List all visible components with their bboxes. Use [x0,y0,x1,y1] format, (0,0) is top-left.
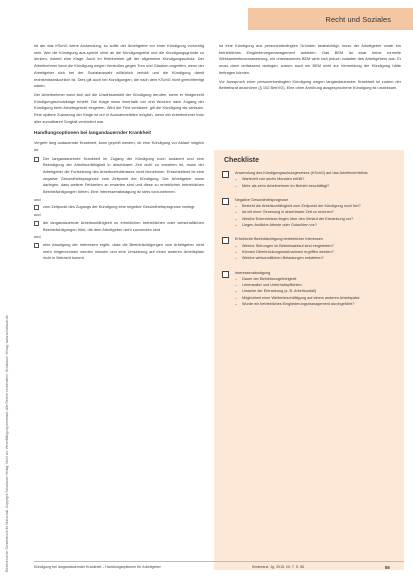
checklist-subitem: – Wartezeit von sechs Monaten erfüllt? [235,177,305,182]
checklist-item [214,197,404,228]
und-label: und [34,212,41,218]
footer-article-title: Kündigung bei langandauernder Krankheit – Handlungsoptionen für Arbeitgeber [34,565,161,569]
right-column [219,43,401,94]
dash-icon: – [235,249,238,254]
intro-text: Vergeht lang andauernde Krankheit, kann geprüft werden, ob eine Kündigung vor Ablauf möglich ist: [34,140,204,152]
checkbox-icon[interactable] [222,198,229,205]
dash-icon: – [235,243,238,248]
condition-item: eine Abwägung der Interessen ergibt, dass die Beeinträchtigungen vom Arbeitgeber nicht mehr hingenommen werden müssen und eine Umsetzung auf einen anderen Arbeitsplatz nicht in Betracht kommt. [34,242,204,262]
dash-icon: – [235,276,238,281]
checklist-subitem: – Ursache der Erkrankung (z. B. Arbeitsunfall) [235,289,317,294]
dash-icon: – [235,223,238,228]
dash-icon: – [235,204,238,209]
left-column [34,43,204,263]
paragraph: Vor Ausspruch einer personenbedingten Kündigung wegen langandauernder Krankheit ist zudem der Betriebsrat anzuhören (§ 102 BetrVG). Eine ohne Anhörung ausgesprochene Kündigung ist unwirksam. [219,78,401,91]
checkbox-icon[interactable] [222,237,229,244]
footer-divider [34,561,404,562]
dash-icon: – [235,256,238,261]
footer-citation: Kinderarzt. Jg. 2015, Nr. 7, S. 56 [252,565,305,569]
checklist-item [214,170,404,189]
paragraph: Der Arbeitnehmer kann sich auf die Unwirksamkeit der Kündigung berufen, wenn er fristgerecht Kündigungsschutzklage erhebt. Die Klage muss innerhalb von drei Wochen nach Zugang der Kündigung beim Arbeitsgericht eingehen. Wird die Frist versäumt, gilt die Kündigung als wirksam. Eine spätere Zulassung der Klage ist nur in Ausnahmefällen möglich, wenn der Arbeitnehmer trotz aller zumutbaren Sorgfalt verhindert war. [34,91,204,124]
paragraph: Ist eine Kündigung aus personenbedingten Gründen beabsichtigt, muss der Arbeitgeber vorab ein betriebliches Eingliederungsmanagement anbieten. Das BEM ist zwar keine formelle Wirksamkeitsvoraussetzung, ein unterlassenes BEM wirkt sich jedoch zulasten des Arbeitgebers aus. Er muss dann umfassend darlegen, warum auch ein BEM nicht zur Vermeidung der Kündigung hätte beitragen können. [219,43,401,75]
checklist-item-text: Erhebliche Beeinträchtigung betrieblicher Interessen [235,237,324,242]
dash-icon: – [235,183,238,188]
checklist-subitem: – Besteht die Arbeitsunfähigkeit zum Zeitpunkt der Kündigung noch fort? [235,204,361,209]
und-label: und [34,196,41,202]
checklist-subitem: – Können Überbrückungsmaßnahmen ergriffen werden? [235,249,334,254]
checklist-item [214,270,404,308]
dash-icon: – [235,177,238,182]
checkbox-icon [34,205,39,210]
checklist-item [214,236,404,261]
page-number: 55 [385,565,390,570]
condition-item: die langandauernde Arbeitsunfähigkeit zu erheblichen betrieblichen oder wirtschaftlichen Beeinträchtigungen führt, die dem Arbeitgeber nicht zuzumuten sind [34,220,204,233]
checklist-subitem: – Welche wirtschaftlichen Belastungen entstehen? [235,256,324,261]
checklist-subitem: – Ist mit einer Genesung in absehbarer Zeit zu rechnen? [235,210,334,215]
paragraph: Ist der das KSchG keine Anwendung, so sollte der Arbeitgeber vor einer Kündigung vorsichtig sein. Wer die Kündigung aus-spricht ohne an die Kündigungsfrist und die Kündigungsgründe zu denken, riskiert eine Klage. Auch im Kleinbetrieb gilt der allgemeine Kündigungsschutz: Der Arbeitnehmer kann die Kündigung wegen Verstoßes gegen Treu und Glauben angreifen, wenn der Arbeitgeber sich bei der Sozialauswahl willkürlich verhält und die Kündigung damit rechtsmissbräuchlich ist. Dies gilt auch bei Kündigungen, die nach dem KSchG nicht gerechtfertigt wären. [34,43,204,89]
checklist-subitem: – Welche Störungen im Betriebsablauf sind eingetreten? [235,243,334,248]
condition-item: Der langandauernde Krankheit im Zugang der Kündigung noch andauert und eine Beendigung der Arbeitsunfähigkeit in absehbarer Zeit nicht zu erwarten ist, muss der Arbeitgeber die Fortsetzung des Arbeitsverhältnisses nicht hinnehmen. Entscheidend ist eine negative Gesundheitsprognose zum Zeitpunkt der Kündigung. Der Arbeitgeber muss darlegen, dass weitere Fehlzeiten zu erwarten sind und diese zu erheblichen betrieblichen Beeinträchtigungen führen. Eine Interessenabwägung ist stets vorzunehmen. [34,156,204,196]
checkbox-icon [34,221,39,226]
checklist-item-text: Negative Gesundheitsprognose [235,197,289,202]
checkbox-icon [34,243,39,248]
section-heading: Handlungsoptionen bei langandauernder Krankheit [34,131,152,137]
checkbox-icon[interactable] [222,271,229,278]
dash-icon: – [235,295,238,300]
checklist-subitem: – Liegen ärztliche Atteste oder Gutachten vor? [235,223,317,228]
dash-icon: – [235,283,238,288]
checklist-subitem: – Welche Erkenntnisse liegen über den Verlauf der Erkrankung vor? [235,216,354,221]
checklist-item-text: Anwendung des Kündigungsschutzgesetzes (KSchG) auf das Arbeitsverhältnis [235,171,368,175]
checklist-subitem: – Wurde ein betriebliches Eingliederungsmanagement durchgeführt? [235,302,355,307]
dash-icon: – [235,216,238,221]
dash-icon: – [235,210,238,215]
section-header: Recht und Soziales [248,8,413,30]
und-label: und [34,234,41,240]
checklist-subitem: – Dauer der Betriebszugehörigkeit [235,276,297,281]
checklist-title: Checkliste [224,157,260,164]
checklist-subitem: – Lebensalter und Unterhaltspflichten [235,283,302,288]
checklist-subitem: – Möglichkeit einer Weiterbeschäftigung auf einem anderen Arbeitsplatz [235,295,360,300]
checklist-box [214,150,404,570]
dash-icon: – [235,289,238,294]
checklist-item-text: Interessenabwägung [235,270,271,275]
dash-icon: – [235,302,238,307]
checklist-subitem: – Mehr als zehn Arbeitnehmer im Betrieb beschäftigt? [235,183,330,188]
checkbox-icon[interactable] [222,171,229,178]
copyright-side-note: Elektronischer Sonderdruck für Marschall, Copyright Schattauer Verlag; Nicht zur Vervielfältigung bestimmt; Alle Rechte vorbehalten; Schattauer Verlag, www.schattauer.de [5,314,9,572]
condition-item: zum Zeitpunkt des Zugangs der Kündigung eine negative Gesundheitsprognose vorliegt [34,204,204,211]
checkbox-icon [34,157,39,162]
